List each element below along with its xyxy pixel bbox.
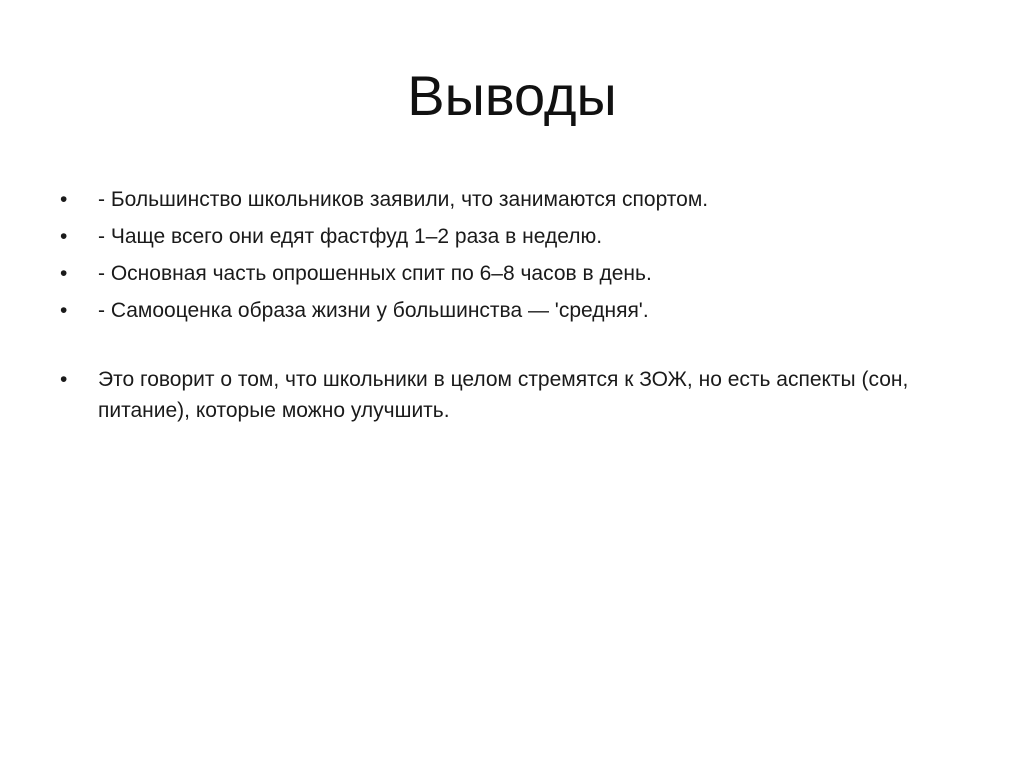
bullet-icon: • xyxy=(60,262,68,285)
bullet-text: - Чаще всего они едят фастфуд 1–2 раза в неделю. xyxy=(98,225,603,248)
bullet-text: - Основная часть опрошенных спит по 6–8 часов в день. xyxy=(98,262,652,285)
list-item xyxy=(60,184,960,215)
list-item xyxy=(60,258,960,289)
list-item xyxy=(60,364,960,426)
bullet-text: - Самооценка образа жизни у большинства — 'средняя'. xyxy=(98,299,649,322)
list-item xyxy=(60,295,960,326)
bullet-icon: • xyxy=(60,225,68,248)
bullet-icon: • xyxy=(60,188,68,211)
bullet-list xyxy=(60,184,960,432)
bullet-icon: • xyxy=(60,299,68,322)
list-item xyxy=(60,221,960,252)
bullet-text: Это говорит о том, что школьники в целом стремятся к ЗОЖ, но есть аспекты (сон, питание), которые можно улучшить. xyxy=(98,368,909,422)
slide-title: Выводы xyxy=(407,64,617,127)
bullet-icon: • xyxy=(60,368,68,391)
bullet-text: - Большинство школьников заявили, что занимаются спортом. xyxy=(98,188,709,211)
